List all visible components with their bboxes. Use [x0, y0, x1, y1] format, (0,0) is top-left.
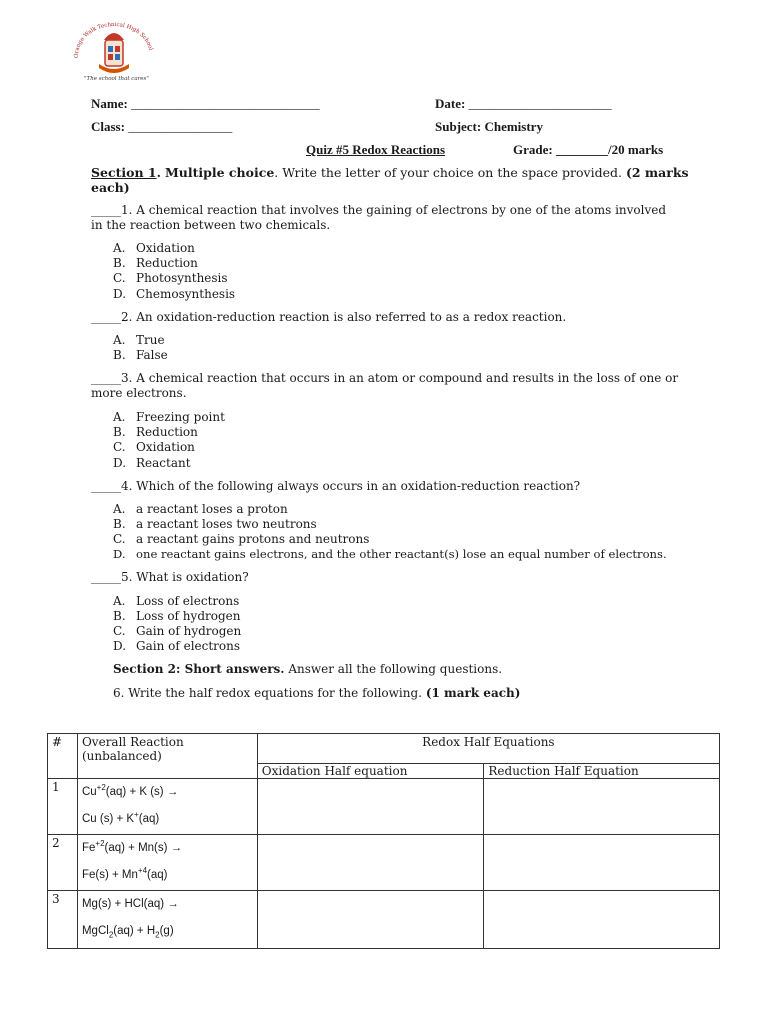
section1-kind: Multiple choice	[164, 165, 275, 180]
question-text: 6. Write the half redox equations for the following.	[113, 686, 422, 700]
question-4	[91, 479, 580, 494]
subject-value: Chemistry	[484, 119, 543, 134]
name-label: Name:	[91, 96, 128, 111]
grade-blank: ________	[555, 142, 608, 157]
section2-title: Section 2: Short answers.	[113, 662, 285, 676]
col-header-reduction: Reduction Half Equation	[484, 764, 720, 779]
section1-instruction: . Write the letter of your choice on the space provided.	[274, 165, 622, 180]
date-blank: ______________________	[468, 96, 612, 111]
logo-school-name: Orange Walk Technical High School	[73, 21, 154, 59]
quiz-title: Quiz #5 Redox Reactions	[306, 142, 446, 157]
section2-heading	[113, 662, 502, 677]
overall-reaction: $Fe^{+2}(aq) + Mn(s)$ → $Fe(s) + Mn^{+4}(aq)$	[77, 835, 257, 891]
class-field[interactable]	[91, 119, 232, 134]
arrow-icon: →	[166, 786, 179, 798]
class-label: Class:	[91, 119, 125, 134]
option-item: A. Freezing point	[113, 410, 225, 424]
answer-blank[interactable]: _____	[91, 310, 121, 324]
name-blank: _____________________________	[131, 96, 320, 111]
section1-marks: (2 marks each)	[91, 165, 689, 195]
subject-label: Subject:	[435, 119, 482, 134]
table-row	[48, 891, 720, 949]
option-item: B. Loss of hydrogen	[113, 609, 241, 623]
table-row	[48, 835, 720, 891]
option-item: C. Gain of hydrogen	[113, 624, 242, 638]
option-item: D. Gain of electrons	[113, 639, 241, 653]
option-item: B. Reduction	[113, 256, 198, 270]
section2-instruction: Answer all the following questions.	[284, 662, 503, 676]
question-text: 4. Which of the following always occurs in an oxidation-reduction reaction?	[121, 479, 581, 493]
redox-table	[47, 733, 720, 949]
question-5	[91, 570, 249, 585]
row-number: 3	[48, 891, 78, 949]
question-6	[113, 686, 520, 701]
arrow-icon: →	[170, 842, 183, 854]
option-item: D. one reactant gains electrons, and the other reactant(s) lose an equal number of electrons.	[113, 547, 667, 561]
table-row	[48, 779, 720, 835]
question-2	[91, 310, 566, 325]
question-3	[91, 371, 681, 401]
oxidation-answer-cell[interactable]	[257, 891, 484, 949]
option-item: C. a reactant gains protons and neutrons	[113, 532, 370, 546]
reduction-answer-cell[interactable]	[484, 779, 720, 835]
option-item: C. Photosynthesis	[113, 271, 228, 285]
grade-field[interactable]	[513, 142, 663, 157]
section1-title: Section 1	[91, 165, 157, 180]
overall-reaction: Mg(s) + HCl(aq) → MgCl$_2$(aq) + $H_2(g)$	[77, 891, 257, 949]
overall-reaction: $Cu^{+2}(aq) + K$ (s) → Cu (s) + K+(aq)	[77, 779, 257, 835]
option-item: B. Reduction	[113, 425, 198, 439]
school-logo	[68, 20, 158, 90]
question-marks: (1 mark each)	[425, 686, 521, 700]
date-label: Date:	[435, 96, 466, 111]
grade-total: /20 marks	[607, 142, 664, 157]
reduction-answer-cell[interactable]	[484, 891, 720, 949]
option-item: C. Oxidation	[113, 440, 195, 454]
option-item: B. a reactant loses two neutrons	[113, 517, 317, 531]
option-item: B. False	[113, 348, 168, 362]
question-text: 2. An oxidation-reduction reaction is also referred to as a redox reaction.	[121, 310, 567, 324]
arrow-icon: →	[167, 898, 179, 910]
subject-field	[435, 119, 543, 134]
grade-label: Grade:	[513, 142, 553, 157]
logo-motto: "The school that cares"	[84, 76, 149, 82]
col-header-redox: Redox Half Equations	[257, 734, 719, 764]
answer-blank[interactable]: _____	[91, 570, 121, 584]
row-number: 1	[48, 779, 78, 835]
option-item: A. True	[113, 333, 165, 347]
name-field[interactable]	[91, 96, 320, 111]
option-item: A. a reactant loses a proton	[113, 502, 288, 516]
row-number: 2	[48, 835, 78, 891]
section1-heading: Section 1. Multiple choice. Write the letter of your choice on the space provided. (2 marks each)	[91, 165, 689, 195]
question-text: 3. A chemical reaction that occurs in an atom or compound and results in the loss of one or more electrons.	[91, 371, 679, 400]
class-blank: ________________	[128, 119, 233, 134]
answer-blank[interactable]: _____	[91, 371, 121, 385]
option-item: D. Reactant	[113, 456, 191, 470]
option-item: D. Chemosynthesis	[113, 287, 236, 301]
option-item: A. Loss of electrons	[113, 594, 240, 608]
col-header-oxidation: Oxidation Half equation	[257, 764, 484, 779]
oxidation-answer-cell[interactable]	[257, 779, 484, 835]
col-header-num: #	[48, 734, 78, 779]
option-item: A. Oxidation	[113, 241, 195, 255]
question-text: 1. A chemical reaction that involves the gaining of electrons by one of the atoms involved in the reaction between two chemicals.	[91, 203, 667, 232]
question-1	[91, 203, 681, 233]
answer-blank[interactable]: _____	[91, 203, 121, 217]
col-header-overall: Overall Reaction (unbalanced)	[77, 734, 257, 779]
oxidation-answer-cell[interactable]	[257, 835, 484, 891]
answer-blank[interactable]: _____	[91, 479, 121, 493]
question-text: 5. What is oxidation?	[121, 570, 249, 584]
reduction-answer-cell[interactable]	[484, 835, 720, 891]
date-field[interactable]	[435, 96, 612, 111]
